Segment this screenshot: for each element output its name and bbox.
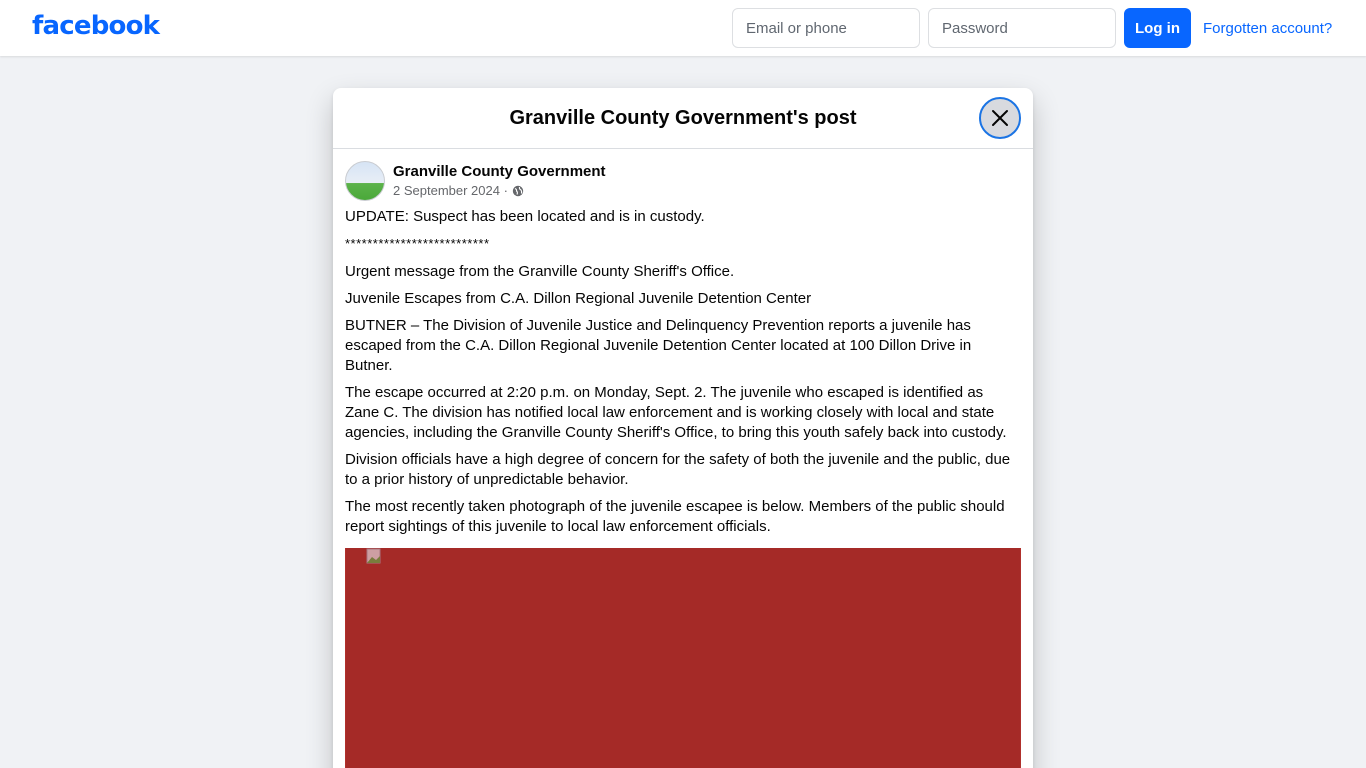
dialog-title: Granville County Government's post <box>509 106 857 129</box>
close-button[interactable] <box>979 97 1021 139</box>
post-paragraph: Division officials have a high degree of concern for the safety of both the juvenile and the public, due to a prior history of unpredictable behavior. <box>345 451 1011 488</box>
password-field[interactable]: Password <box>928 8 1116 48</box>
email-field[interactable]: Email or phone <box>732 8 920 48</box>
broken-image-icon <box>366 548 382 564</box>
post-dialog <box>333 88 1033 768</box>
post <box>333 149 1033 768</box>
close-icon <box>991 109 1009 127</box>
author-name[interactable]: Granville County Government <box>393 163 606 180</box>
post-photo[interactable] <box>345 548 1021 768</box>
post-meta <box>393 182 606 200</box>
facebook-logo[interactable]: facebook <box>32 11 160 41</box>
post-divider-stars: ************************** <box>345 236 490 251</box>
login-button[interactable]: Log in <box>1124 8 1191 48</box>
post-header <box>345 161 1021 201</box>
post-paragraph: The most recently taken photograph of the juvenile escapee is below. Members of the public should report sightings of this juvenile to local law enforcement officials. <box>345 498 1005 535</box>
login-form <box>732 8 1332 48</box>
post-paragraph: BUTNER – The Division of Juvenile Justice and Delinquency Prevention reports a juvenile has escaped from the C.A. Dillon Regional Juvenile Detention Center located at 100 Dillon Drive in Butner. <box>345 317 972 374</box>
top-navigation-bar <box>0 0 1366 56</box>
globe-icon <box>512 185 524 197</box>
broken-image-placeholder <box>366 548 382 564</box>
meta-separator: · <box>499 183 512 198</box>
post-paragraph: Urgent message from the Granville County Sheriff's Office. <box>345 263 735 280</box>
post-paragraph: UPDATE: Suspect has been located and is in custody. <box>345 208 705 225</box>
avatar[interactable] <box>345 161 385 201</box>
post-paragraph: Juvenile Escapes from C.A. Dillon Regional Juvenile Detention Center <box>345 290 812 307</box>
post-body <box>345 207 1021 537</box>
post-date[interactable]: 2 September 2024 <box>393 183 500 198</box>
dialog-header <box>333 88 1033 149</box>
post-paragraph: The escape occurred at 2:20 p.m. on Monday, Sept. 2. The juvenile who escaped is identified as Zane C. The division has notified local law enforcement and is working closely with local and state agencies, including the Granville County Sheriff's Office, to bring this youth safely back into custody. <box>345 384 1007 441</box>
forgotten-account-link[interactable]: Forgotten account? <box>1203 19 1333 37</box>
